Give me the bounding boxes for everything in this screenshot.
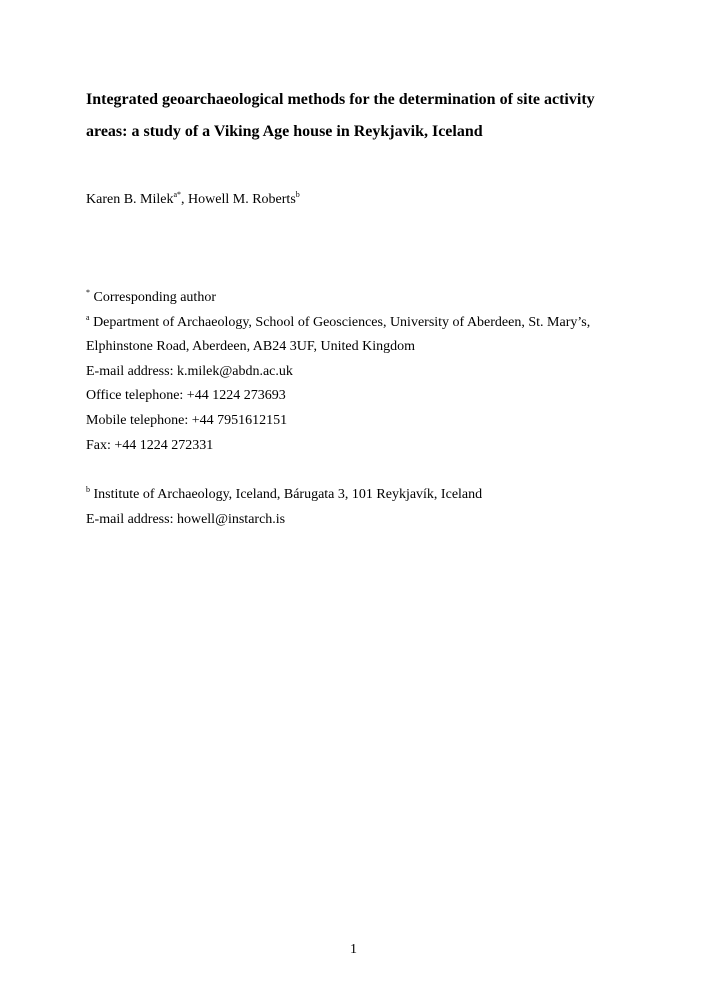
author-name-1: Karen B. Milek [86,192,174,207]
affiliation-a-mobile-phone: Mobile telephone: +44 7951612151 [86,412,288,428]
affiliation-b-block [86,483,482,532]
author-list [86,189,300,211]
corresponding-author-line [86,286,590,311]
affiliation-a-mark: a [86,312,90,322]
affiliation-a-text-1: Department of Archaeology, School of Geosciences, University of Aberdeen, St. Mary’s, [93,314,591,330]
affiliation-a-line-1 [86,311,590,336]
affiliation-a-email: E-mail address: k.milek@abdn.ac.uk [86,363,293,379]
author-name-2: Howell M. Roberts [188,192,296,207]
page-number: 1 [350,942,357,957]
affiliation-b-email: E-mail address: howell@instarch.is [86,511,286,527]
author-separator: , [181,192,189,207]
author-affiliation-mark-1: a* [173,190,182,199]
affiliation-a-fax: Fax: +44 1224 272331 [86,437,214,453]
corresponding-author-block [86,286,590,458]
affiliation-a-line-2: Elphinstone Road, Aberdeen, AB24 3UF, United Kingdom [86,339,416,355]
affiliation-b-line-1 [86,483,482,508]
affiliation-b-text-1: Institute of Archaeology, Iceland, Bárugata 3, 101 Reykjavík, Iceland [93,487,483,502]
affiliation-b-mark: b [86,485,90,494]
corresponding-author-label: Corresponding author [93,290,216,305]
paper-title-line-1: Integrated geoarchaeological methods for the determination of site activity [86,91,595,108]
affiliation-a-office-phone: Office telephone: +44 1224 273693 [86,388,286,404]
author-affiliation-mark-2: b [295,190,300,199]
corresponding-mark: * [86,288,90,297]
paper-title [86,84,646,148]
paper-title-line-2: areas: a study of a Viking Age house in Reykjavik, Iceland [86,123,483,140]
